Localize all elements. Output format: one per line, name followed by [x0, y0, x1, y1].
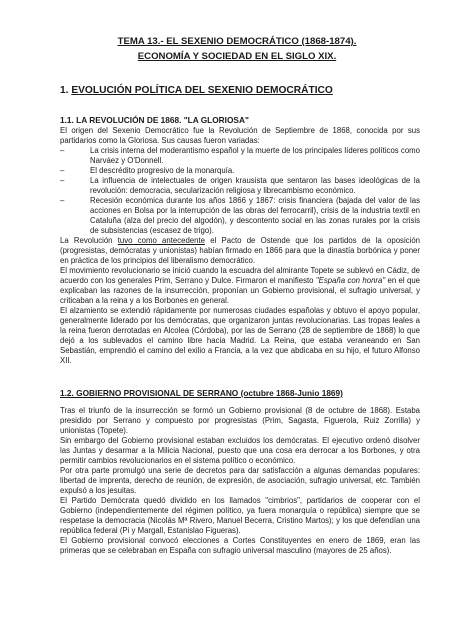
subsection-1-2-title: 1.2. GOBIERNO PROVISIONAL DE SERRANO (octubre 1868-Junio 1869) — [60, 388, 343, 398]
subsection-1-1-title: 1.1. LA REVOLUCIÓN DE 1868. "LA GLORIOSA" — [60, 115, 249, 125]
dash-bullet: – — [60, 196, 65, 205]
subsection-1-2-body — [60, 406, 420, 556]
document-title-line-1: TEMA 13.- EL SEXENIO DEMOCRÁTICO (1868-1874). — [117, 36, 357, 47]
subsection-1-1-heading — [60, 115, 249, 125]
paragraph: Sin embargo del Gobierno provisional estaban excluidos los demócratas. El ejecutivo ordenó disolver las Juntas y desarmar a la Milicia Nacional, puesto que una cosa era derrocar a los Borbones, y otra permitir cambios revolucionarios en el sistema político o económico. — [60, 436, 420, 465]
list-item — [60, 196, 420, 236]
paragraph — [60, 236, 420, 266]
paragraph — [60, 266, 420, 306]
italic-quote: "España con honra" — [315, 276, 386, 285]
document-title-line-2: ECONOMÍA Y SOCIEDAD EN EL SIGLO XIX. — [137, 51, 337, 62]
paragraph: El Partido Demócrata quedó dividido en los llamados "cimbrios", partidarios de cooperar con el Gobierno (independientemente del régimen político, ya fuera monarquía o república) siempre que se respetase la democracia (Nicolás Mª Rivero, Manuel Becerra, Cristino Martos); y los que defendían una república federal (Pi y Margall, Estanislao Figueras). — [60, 496, 420, 535]
dash-bullet: – — [60, 166, 65, 175]
text-run: La Revolución — [60, 236, 118, 245]
paragraph: El Gobierno provisional convocó elecciones a Cortes Constituyentes en enero de 1869, eran las primeras que se celebraban en España con sufragio universal masculino (mayores de 25 años). — [60, 536, 420, 555]
section-1-title: EVOLUCIÓN POLÍTICA DEL SEXENIO DEMOCRÁTICO — [71, 85, 333, 96]
subsection-1-1-body — [60, 126, 420, 366]
text-run: en el que explicaban las razones de la insurrección, proponían un Gobierno provisional, el sufragio universal, y criticaban a la reina y a los Borbones en general. — [60, 276, 421, 305]
paragraph: Por otra parte promulgó una serie de decretos para dar satisfacción a algunas demandas populares: libertad de imprenta, derecho de reunión, de expresión, de asociación, sufragio universal, etc. También expulsó a los jesuitas. — [60, 466, 420, 495]
list-item — [60, 176, 420, 196]
paragraph: El alzamiento se extendió rápidamente por numerosas ciudades españolas y obtuvo el apoyo popular, generalmente liderado por los demócratas, que organizaron juntas revolucionarias. Las tropas leales a la reina fueron derrotadas en Alcolea (Córdoba), por las de Serrano (28 de septiembre de 1868) lo que dejó a los sublevados el camino libre hacia Madrid. La Reina, que estaba veraneando en San Sebastián, emprendió el camino del exilio a Francia, a la vez que abdicaba en su hijo, el futuro Alfonso XII. — [60, 306, 420, 365]
paragraph: El origen del Sexenio Democrático fue la Revolución de Septiembre de 1868, conocida por sus partidarios como la Gloriosa. Sus causas fueron variadas: — [60, 126, 420, 145]
list-item — [60, 166, 420, 176]
text-run: el Pacto de Ostende que los partidos de la oposición (progresistas, demócratas y unionistas) habían firmado en 1866 para que la dinastía borbónica y poner en práctica de los principios del liberalismo democrático. — [60, 236, 420, 265]
list-item — [60, 146, 420, 166]
dash-bullet: – — [60, 146, 65, 155]
dash-bullet: – — [60, 176, 65, 185]
list-item-text: La crisis interna del moderantismo español y la muerte de los principales líderes políticos como Narváez y O'Donnell. — [90, 146, 420, 165]
section-1-number: 1. — [60, 85, 69, 96]
list-item-text: Recesión económica durante los años 1866 y 1867: crisis financiera (bajada del valor de las acciones en Bolsa por la interrupción de las obras del ferrocarril), crisis de la industria textil en Cataluña (alza del precio del algodón), y descontento social en las zonas rurales por la crisis de subsistencias (escasez de trigo). — [90, 196, 420, 235]
paragraph: Tras el triunfo de la insurrección se formó un Gobierno provisional (8 de octubre de 1868). Estaba presidido por Serrano y compuesto por progresistas (Prim, Sagasta, Figuerola, Ruiz Zorrilla) y unionistas (Topete). — [60, 406, 420, 435]
underlined-text: tuvo como antecedente — [117, 236, 205, 245]
section-1-heading — [60, 84, 333, 97]
list-item-text: La influencia de intelectuales de origen krausista que sentaron las bases ideológicas de la revolución: democracia, secularización religiosa y librecambismo económico. — [90, 176, 420, 195]
subsection-1-2-heading — [60, 388, 343, 398]
text-run: El movimiento revolucionario se inició cuando la escuadra del almirante Topete se sublevó en Cádiz, de acuerdo con los generales Prim, Serrano y Dulce. Firmaron el manifiesto — [60, 266, 420, 285]
list-item-text: El descrédito progresivo de la monarquía. — [90, 166, 235, 175]
